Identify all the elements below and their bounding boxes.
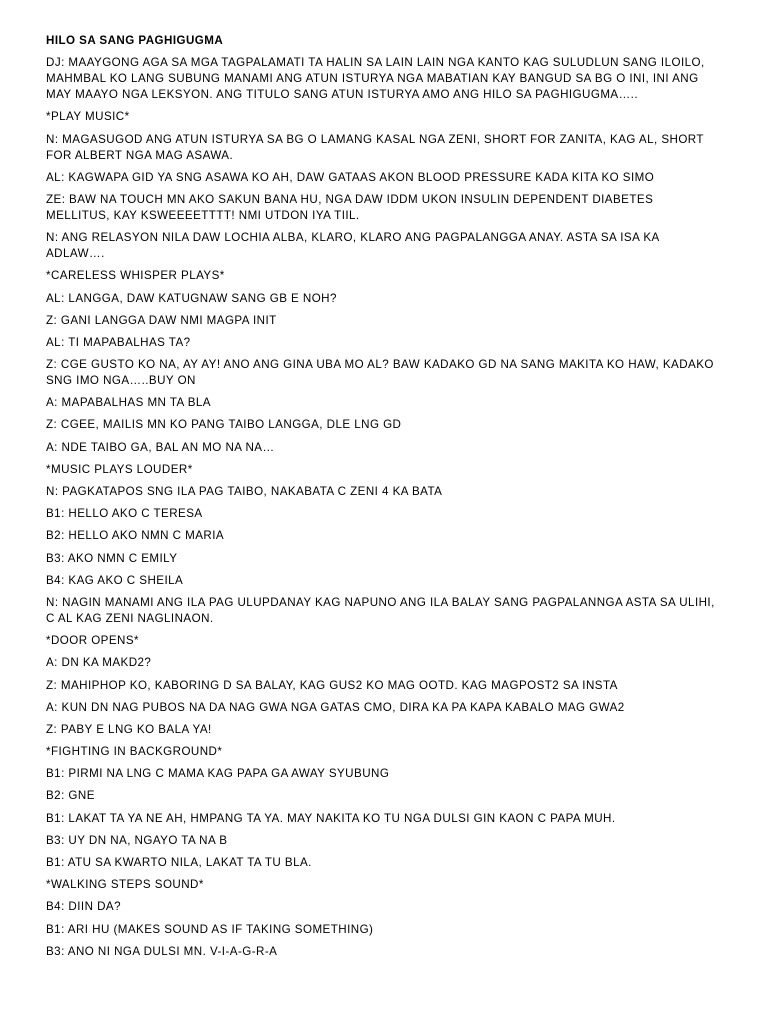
script-line: AL: KAGWAPA GID YA SNG ASAWA KO AH, DAW GATAAS AKON BLOOD PRESSURE KADA KITA KO SIMO (46, 170, 655, 184)
script-line: *MUSIC PLAYS LOUDER* (46, 462, 193, 476)
script-line: B1: ARI HU (MAKES SOUND AS IF TAKING SOMETHING) (46, 922, 374, 936)
script-line: B1: LAKAT TA YA NE AH, HMPANG TA YA. MAY NAKITA KO TU NGA DULSI GIN KAON C PAPA MUH. (46, 811, 616, 825)
script-line: A: NDE TAIBO GA, BAL AN MO NA NA… (46, 440, 275, 454)
script-line: N: PAGKATAPOS SNG ILA PAG TAIBO, NAKABATA C ZENI 4 KA BATA (46, 485, 443, 498)
script-line: *PLAY MUSIC* (46, 110, 130, 124)
script-line: Z: PABY E LNG KO BALA YA! (46, 722, 212, 736)
script-line: A: MAPABALHAS MN TA BLA (46, 396, 211, 410)
script-line: N: MAGASUGOD ANG ATUN ISTURYA SA BG O LAMANG KASAL NGA ZENI, SHORT FOR ZANITA, KAG AL, SHORT FOR ALBERT NGA MAG ASAWA. (46, 132, 704, 162)
script-line: B3: UY DN NA, NGAYO TA NA B (46, 833, 228, 847)
script-line: B4: DIIN DA? (46, 900, 121, 914)
script-line: Z: CGE GUSTO KO NA, AY AY! ANO ANG GINA UBA MO AL? BAW KADAKO GD NA SANG MAKITA KO HAW, KADAKO SNG IMO NGA…..BUY ON (46, 358, 714, 388)
script-line: B1: HELLO AKO C TERESA (46, 507, 203, 521)
script-line: Z: MAHIPHOP KO, KABORING D SA BALAY, KAG GUS2 KO MAG OOTD. KAG MAGPOST2 SA INSTA (46, 678, 618, 692)
script-line: B1: PIRMI NA LNG C MAMA KAG PAPA GA AWAY SYUBUNG (46, 767, 390, 781)
script-line: AL: LANGGA, DAW KATUGNAW SANG GB E NOH? (46, 291, 337, 305)
script-line: N: NAGIN MANAMI ANG ILA PAG ULUPDANAY KAG NAPUNO ANG ILA BALAY SANG PAGPALANNGA ASTA SA ULIHI, C AL KAG ZENI NAGLINAON. (46, 595, 715, 625)
script-line: B3: ANO NI NGA DULSI MN. V-I-A-G-R-A (46, 944, 278, 958)
script-line: *DOOR OPENS* (46, 634, 140, 648)
script-body (46, 55, 718, 960)
script-line: ZE: BAW NA TOUCH MN AKO SAKUN BANA HU, NGA DAW IDDM UKON INSULIN DEPENDENT DIABETES MELLITUS, KAY KSWEEEETTTT! NMI UTDON IYA TIIL. (46, 192, 654, 222)
script-line: AL: TI MAPABALHAS TA? (46, 335, 191, 349)
script-line: B2: GNE (46, 789, 95, 803)
script-line: B3: AKO NMN C EMILY (46, 551, 178, 565)
document-title: HILO SA SANG PAGHIGUGMA (46, 34, 224, 47)
script-line: A: KUN DN NAG PUBOS NA DA NAG GWA NGA GATAS CMO, DIRA KA PA KAPA KABALO MAG GWA2 (46, 700, 625, 714)
script-line: *CARELESS WHISPER PLAYS* (46, 269, 225, 283)
script-line: *FIGHTING IN BACKGROUND* (46, 745, 223, 759)
script-line: *WALKING STEPS SOUND* (46, 878, 204, 892)
script-line: B2: HELLO AKO NMN C MARIA (46, 529, 225, 543)
script-line: DJ: MAAYGONG AGA SA MGA TAGPALAMATI TA HALIN SA LAIN LAIN NGA KANTO KAG SULUDLUN SANG ILOILO, MAHMBAL KO LANG SUBUNG MANAMI ANG ATUN ISTURYA NGA MABATIAN KAY BANGUD SA BG O INI, INI ANG MAY MAAYO NGA LEKSYON. ANG TITULO SANG ATUN ISTURYA AMO ANG HILO SA PAGHIGUGMA….. (46, 56, 705, 102)
script-line: B1: ATU SA KWARTO NILA, LAKAT TA TU BLA. (46, 856, 312, 869)
script-line: A: DN KA MAKD2? (46, 656, 152, 670)
script-line: Z: GANI LANGGA DAW NMI MAGPA INIT (46, 313, 277, 327)
document-page (46, 33, 718, 966)
script-line: Z: CGEE, MAILIS MN KO PANG TAIBO LANGGA, DLE LNG GD (46, 418, 402, 432)
script-line: B4: KAG AKO C SHEILA (46, 573, 184, 587)
script-line: N: ANG RELASYON NILA DAW LOCHIA ALBA, KLARO, KLARO ANG PAGPALANGGA ANAY. ASTA SA ISA KA ADLAW…. (46, 231, 660, 261)
